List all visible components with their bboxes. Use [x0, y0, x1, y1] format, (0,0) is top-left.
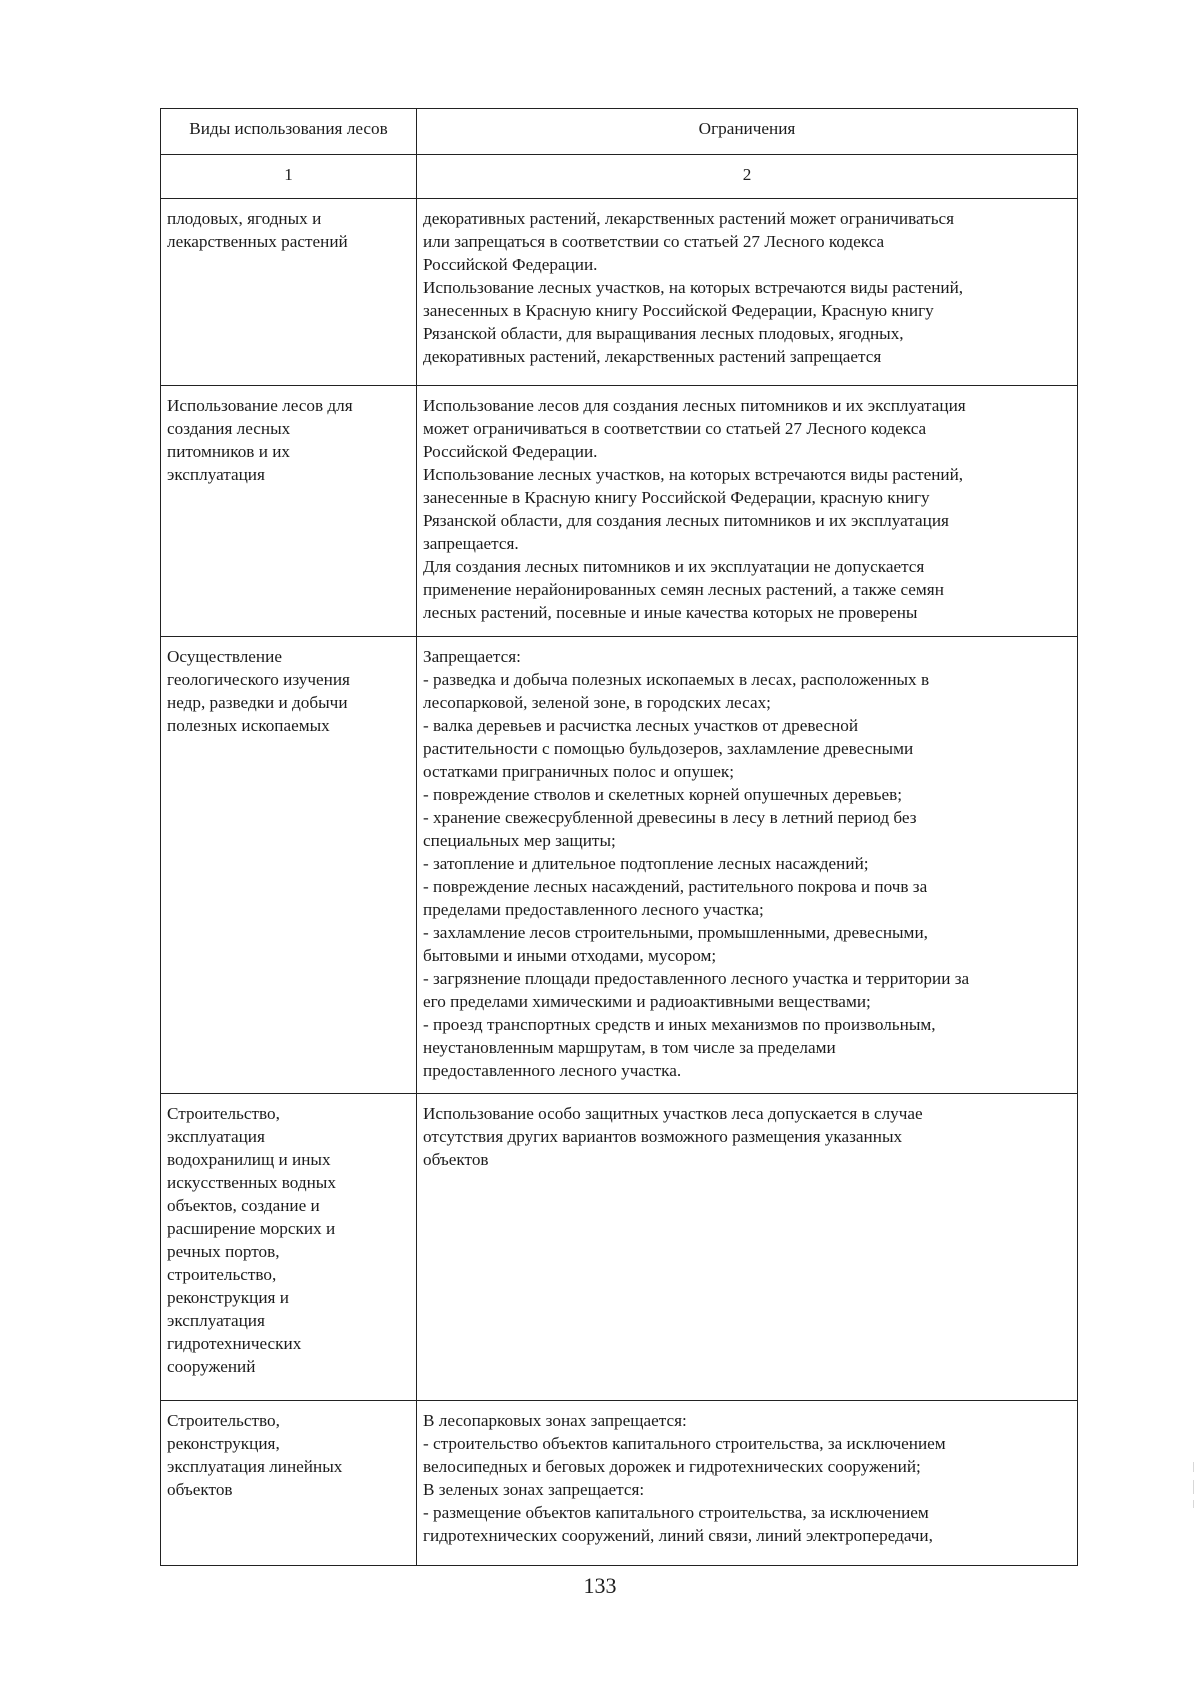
cell-line: - проезд транспортных средств и иных механизмов по произвольным, [423, 1015, 936, 1034]
cell-line: Рязанской области, для создания лесных питомников и их эксплуатация [423, 511, 949, 530]
cell-line: эксплуатация [167, 465, 265, 484]
cell-line: реконструкция, [167, 1434, 280, 1453]
cell-line: сооружений [167, 1357, 256, 1376]
cell-line: геологического изучения [167, 670, 350, 689]
cell-line: строительство, [167, 1265, 277, 1284]
cell-line: создания лесных [167, 419, 291, 438]
cell-line: декоративных растений, лекарственных растений запрещается [423, 347, 882, 366]
cell-line: декоративных растений, лекарственных растений может ограничиваться [423, 209, 955, 228]
cell-line: неустановленным маршрутам, в том числе за пределами [423, 1038, 836, 1057]
cell-line: остатками приграничных полос и опушек; [423, 762, 735, 781]
cell-line: питомников и их [167, 442, 290, 461]
cell-line: искусственных водных [167, 1173, 336, 1192]
cell-line: речных портов, [167, 1242, 280, 1261]
cell-line: - строительство объектов капитального строительства, за исключением [423, 1434, 946, 1453]
header-restrictions: Ограничения [417, 109, 1078, 155]
cell-line: занесенных в Красную книгу Российской Федерации, Красную книгу [423, 301, 934, 320]
cell-line: его пределами химическими и радиоактивными веществами; [423, 992, 871, 1011]
cell-line: Осуществление [167, 647, 282, 666]
cell-line: Строительство, [167, 1104, 280, 1123]
cell-line: В зеленых зонах запрещается: [423, 1480, 645, 1499]
cell-line: - затопление и длительное подтопление лесных насаждений; [423, 854, 869, 873]
cell-line: Использование лесов для создания лесных питомников и их эксплуатация [423, 396, 966, 415]
table-header-row [161, 109, 1078, 155]
cell-line: Для создания лесных питомников и их эксплуатации не допускается [423, 557, 925, 576]
cell-line: или запрещаться в соответствии со статьей 27 Лесного кодекса [423, 232, 885, 251]
cell-line: применение нерайонированных семян лесных растений, а также семян [423, 580, 944, 599]
cell-line: бытовыми и иными отходами, мусором; [423, 946, 717, 965]
cell-line: Использование особо защитных участков леса допускается в случае [423, 1104, 923, 1123]
column-number-1: 1 [161, 155, 417, 199]
cell-line: отсутствия других вариантов возможного размещения указанных [423, 1127, 903, 1146]
cell-line: эксплуатация [167, 1311, 265, 1330]
cell-line: Использование лесных участков, на которых встречаются виды растений, [423, 465, 964, 484]
cell-line: лекарственных растений [167, 232, 348, 251]
table-row [161, 1094, 1078, 1401]
cell-line: - захламление лесов строительными, промышленными, древесными, [423, 923, 928, 942]
cell-line: Строительство, [167, 1411, 280, 1430]
cell-line: эксплуатация [167, 1127, 265, 1146]
cell-line: предоставленного лесного участка. [423, 1061, 682, 1080]
cell-line: объектов, создание и [167, 1196, 320, 1215]
scan-artifact [1193, 1462, 1194, 1472]
cell-line: эксплуатация линейных [167, 1457, 343, 1476]
table-row [161, 637, 1078, 1094]
cell-line: объектов [167, 1480, 233, 1499]
restrictions-table [160, 108, 1078, 1566]
cell-line: Запрещается: [423, 647, 521, 666]
restriction-cell [417, 386, 1078, 637]
table-row [161, 386, 1078, 637]
cell-line: велосипедных и беговых дорожек и гидротехнических сооружений; [423, 1457, 921, 1476]
cell-line: Использование лесов для [167, 396, 353, 415]
cell-line: - хранение свежесрубленной древесины в лесу в летний период без [423, 808, 917, 827]
cell-line: лесопарковой, зеленой зоне, в городских лесах; [423, 693, 771, 712]
cell-line: пределами предоставленного лесного участка; [423, 900, 764, 919]
cell-line: - повреждение лесных насаждений, растительного покрова и почв за [423, 877, 928, 896]
cell-line: объектов [423, 1150, 489, 1169]
cell-line: - повреждение стволов и скелетных корней опушечных деревьев; [423, 785, 902, 804]
restriction-cell [417, 1094, 1078, 1401]
cell-line: В лесопарковых зонах запрещается: [423, 1411, 687, 1430]
restriction-cell [417, 199, 1078, 386]
cell-line: может ограничиваться в соответствии со статьей 27 Лесного кодекса [423, 419, 927, 438]
forest-use-cell [161, 1401, 417, 1566]
cell-line: гидротехнических [167, 1334, 302, 1353]
cell-line: - разведка и добыча полезных ископаемых в лесах, расположенных в [423, 670, 930, 689]
cell-line: лесных растений, посевные и иные качества которых не проверены [423, 603, 918, 622]
cell-line: Использование лесных участков, на которых встречаются виды растений, [423, 278, 964, 297]
cell-line: недр, разведки и добычи [167, 693, 348, 712]
table-row [161, 1401, 1078, 1566]
cell-line: занесенные в Красную книгу Российской Федерации, красную книгу [423, 488, 930, 507]
cell-line: запрещается. [423, 534, 519, 553]
restriction-cell [417, 1401, 1078, 1566]
cell-line: - валка деревьев и расчистка лесных участков от древесной [423, 716, 859, 735]
cell-line: растительности с помощью бульдозеров, захламление древесными [423, 739, 914, 758]
restriction-cell [417, 637, 1078, 1094]
cell-line: гидротехнических сооружений, линий связи, линий электропередачи, [423, 1526, 933, 1545]
cell-line: - размещение объектов капитального строительства, за исключением [423, 1503, 929, 1522]
cell-line: плодовых, ягодных и [167, 209, 322, 228]
cell-line: реконструкция и [167, 1288, 289, 1307]
cell-line: специальных мер защиты; [423, 831, 616, 850]
scan-artifact [1193, 1500, 1194, 1508]
forest-use-cell [161, 637, 417, 1094]
page-number: 133 [583, 1573, 617, 1598]
cell-line: - загрязнение площади предоставленного лесного участка и территории за [423, 969, 970, 988]
forest-use-cell [161, 199, 417, 386]
cell-line: Рязанской области, для выращивания лесных плодовых, ягодных, [423, 324, 904, 343]
scan-artifact [1193, 1480, 1194, 1494]
forest-use-cell [161, 1094, 417, 1401]
cell-line: Российской Федерации. [423, 442, 598, 461]
cell-line: водохранилищ и иных [167, 1150, 331, 1169]
cell-line: полезных ископаемых [167, 716, 330, 735]
forest-use-cell [161, 386, 417, 637]
header-forest-use-types: Виды использования лесов [161, 109, 417, 155]
cell-line: Российской Федерации. [423, 255, 598, 274]
table-row [161, 199, 1078, 386]
column-number-row [161, 155, 1078, 199]
cell-line: расширение морских и [167, 1219, 336, 1238]
column-number-2: 2 [417, 155, 1078, 199]
